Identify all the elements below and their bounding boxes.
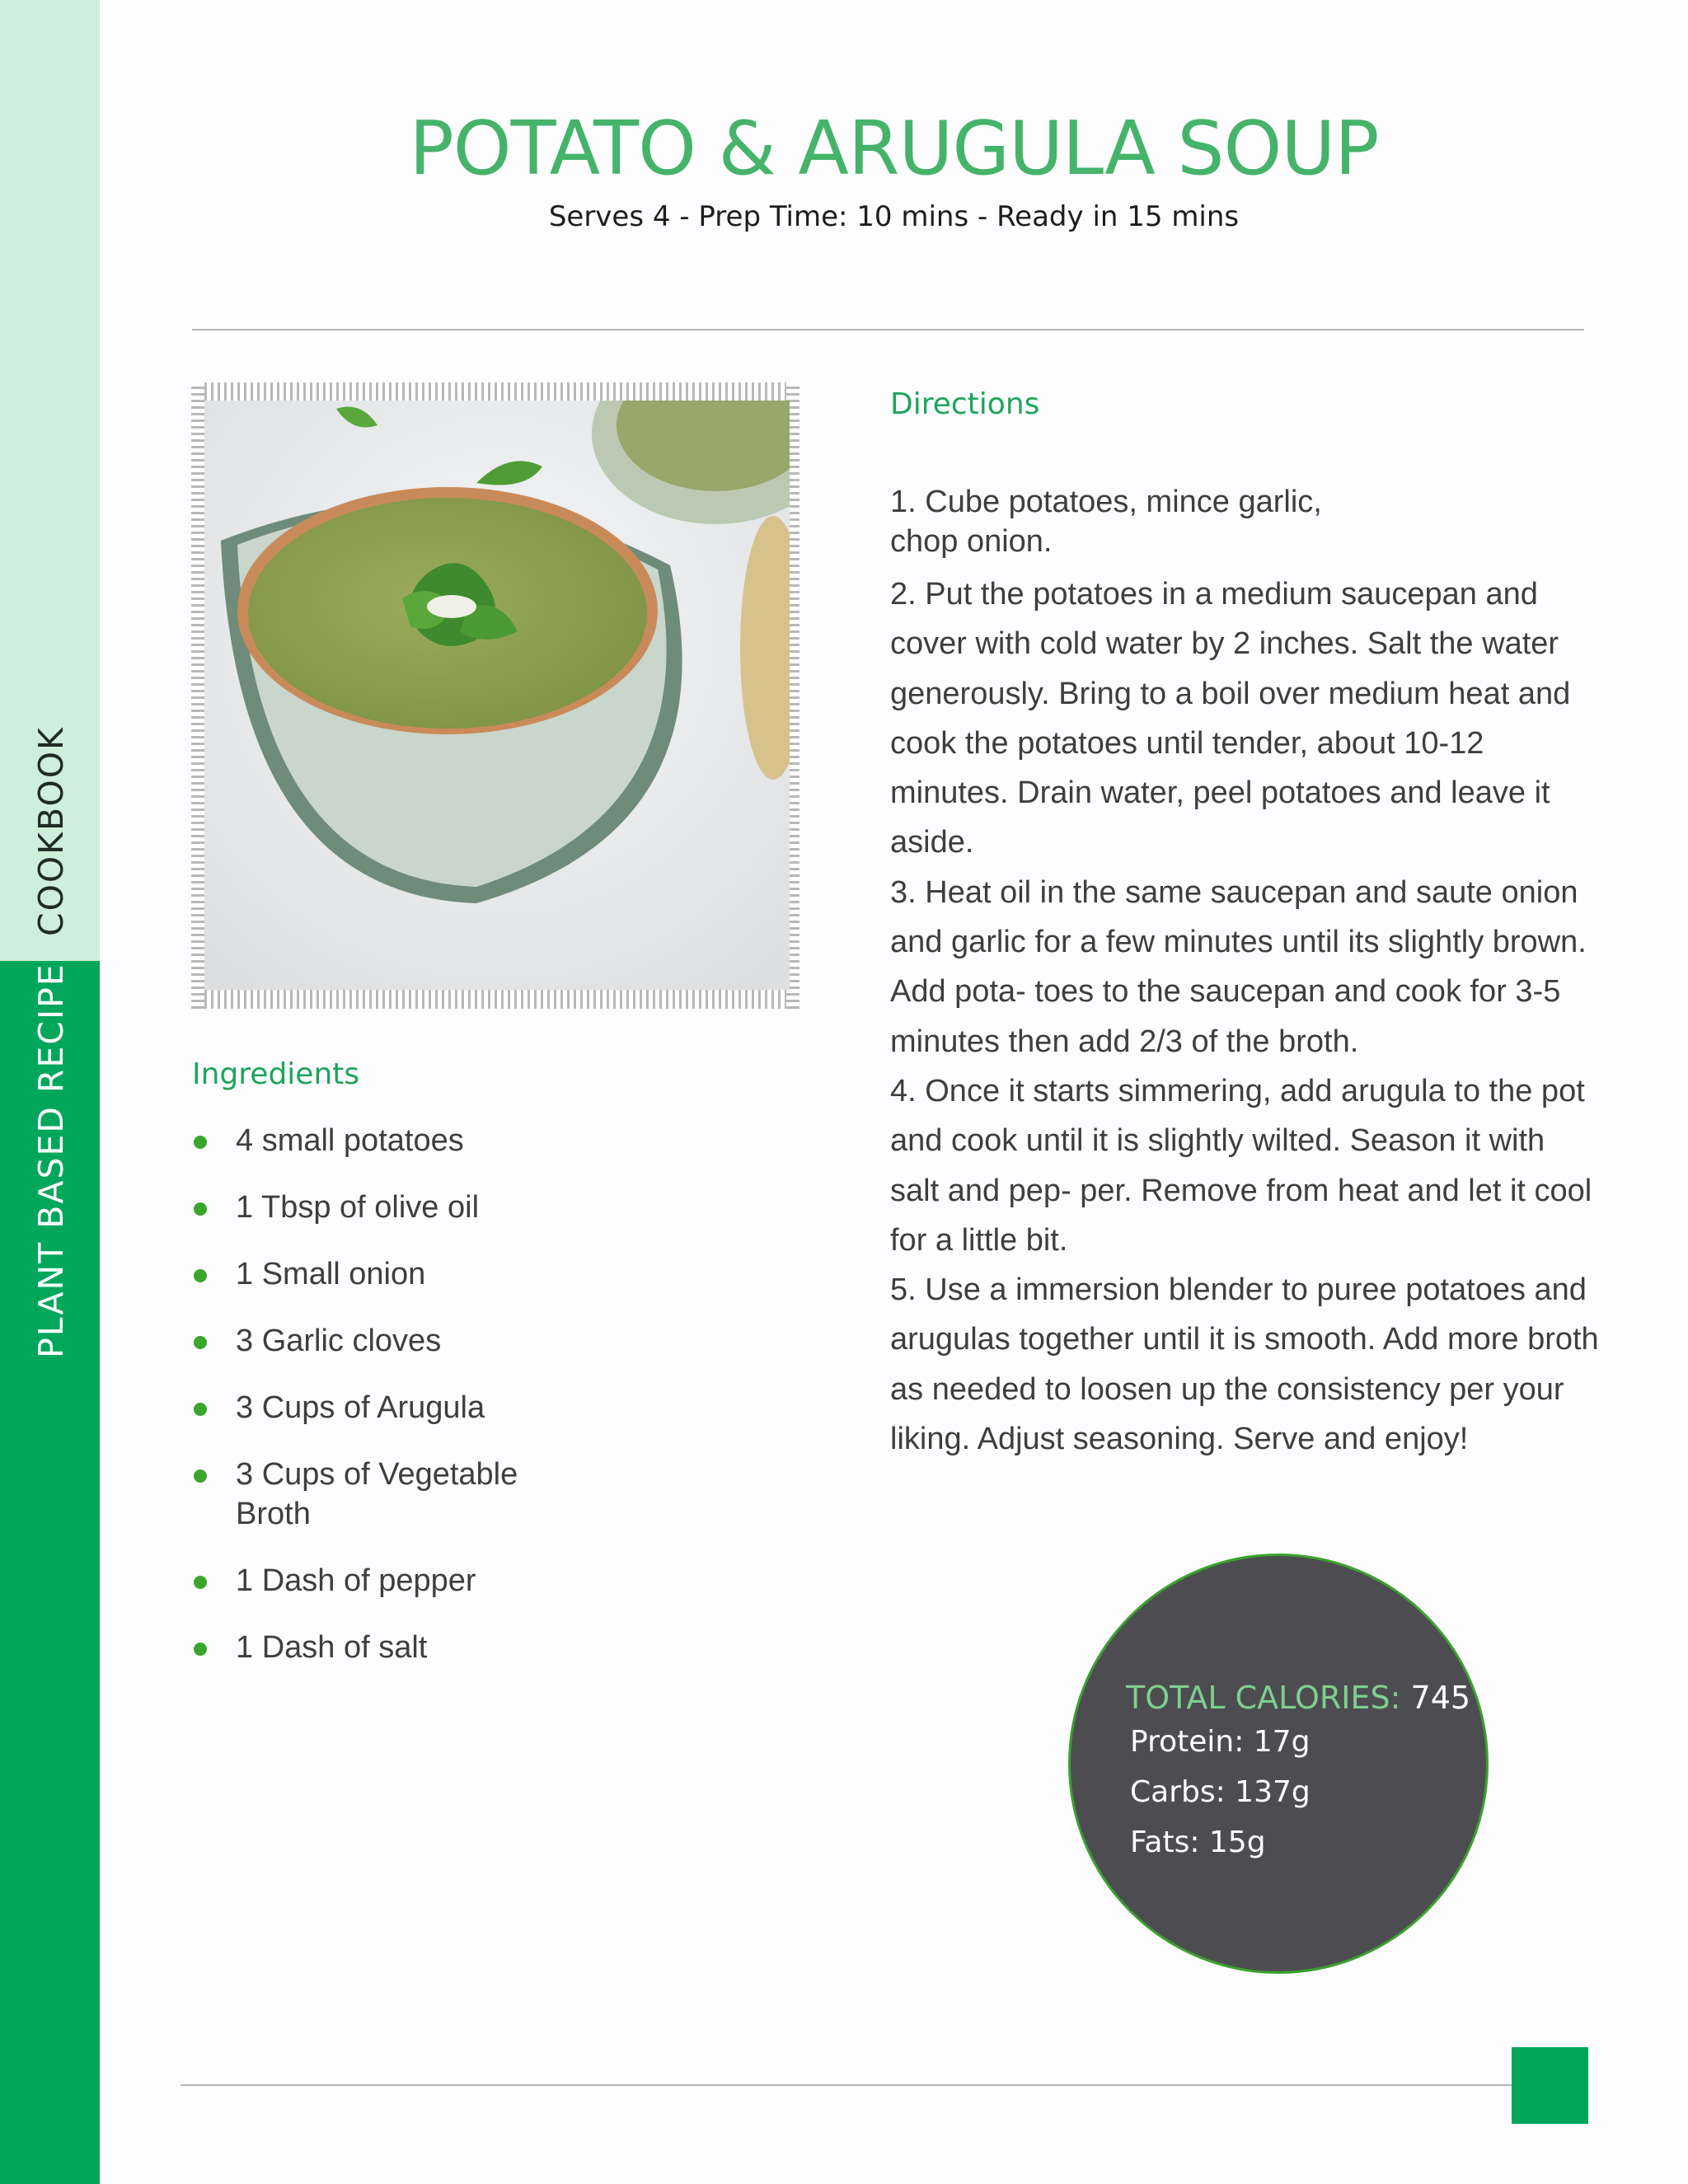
list-item: 1 Small onion — [192, 1254, 621, 1294]
directions-heading: Directions — [890, 387, 1040, 421]
direction-step: 1. Cube potatoes, mince garlic, chop onion. — [890, 485, 1322, 559]
direction-step: 4. Once it starts simmering, add arugula to the pot and cook until it is slightly wilted. Season it with salt and pep- per. Remove from heat and let it cool for a little bit. — [890, 1073, 1592, 1258]
calories-label: TOTAL CALORIES: — [1126, 1680, 1401, 1716]
ingredients-heading: Ingredients — [192, 1057, 360, 1091]
direction-step: 2. Put the potatoes in a medium saucepan and cover with cold water by 2 inches. Salt the water generously. Bring to a boil over medium heat and cook the potatoes until tender, about 10-12 minutes. Drain water, peel potatoes and leave it aside. — [890, 577, 1571, 860]
bullet-icon — [194, 1576, 207, 1589]
ingredients-list — [192, 1121, 621, 1667]
direction-step: 5. Use a immersion blender to puree potatoes and arugulas together until it is smooth. Add more broth as needed to loosen up the consistency per your liking. Adjust seasoning. Serve and enjoy! — [890, 1272, 1599, 1457]
soup-photo — [204, 401, 790, 990]
fats-value: Fats: 15g — [1130, 1825, 1266, 1859]
top-divider — [192, 329, 1584, 330]
page-title: POTATO & ARUGULA SOUP — [409, 105, 1379, 192]
bullet-icon — [194, 1643, 207, 1656]
recipe-summary: Serves 4 - Prep Time: 10 mins - Ready in 15 mins — [548, 200, 1240, 233]
total-calories — [1126, 1680, 1470, 1716]
list-item: 4 small potatoes — [192, 1121, 621, 1160]
soup-bowl-illustration — [204, 401, 790, 990]
list-item: 1 Tbsp of olive oil — [192, 1188, 621, 1227]
bottom-divider — [181, 2084, 1512, 2086]
bullet-icon — [194, 1469, 207, 1483]
bullet-icon — [194, 1336, 207, 1349]
bullet-icon — [194, 1269, 207, 1282]
direction-step: 3. Heat oil in the same saucepan and saute onion and garlic for a few minutes until its slightly brown. Add pota- toes to the saucepan and cook for 3-5 minutes then add 2/3 of the broth. — [890, 874, 1587, 1059]
list-item: 3 Cups of Arugula — [192, 1388, 621, 1427]
directions-list — [890, 482, 1599, 1464]
bullet-icon — [194, 1202, 207, 1216]
carbs-value: Carbs: 137g — [1130, 1775, 1311, 1809]
protein-value: Protein: 17g — [1130, 1725, 1311, 1759]
sidebar-label-cookbook: COOKBOOK — [31, 726, 71, 936]
list-item: 1 Dash of salt — [192, 1628, 621, 1667]
nutrition-badge — [1068, 1554, 1489, 1974]
list-item: 3 Garlic cloves — [192, 1321, 621, 1361]
corner-accent-square — [1512, 2047, 1588, 2124]
list-item: 3 Cups of Vegetable Broth — [192, 1455, 590, 1534]
sidebar-label-plant-based: PLANT BASED RECIPE — [31, 963, 71, 1358]
bullet-icon — [194, 1403, 207, 1416]
list-item: 1 Dash of pepper — [192, 1561, 621, 1601]
calories-value: 745 — [1410, 1680, 1471, 1716]
bullet-icon — [194, 1136, 207, 1149]
